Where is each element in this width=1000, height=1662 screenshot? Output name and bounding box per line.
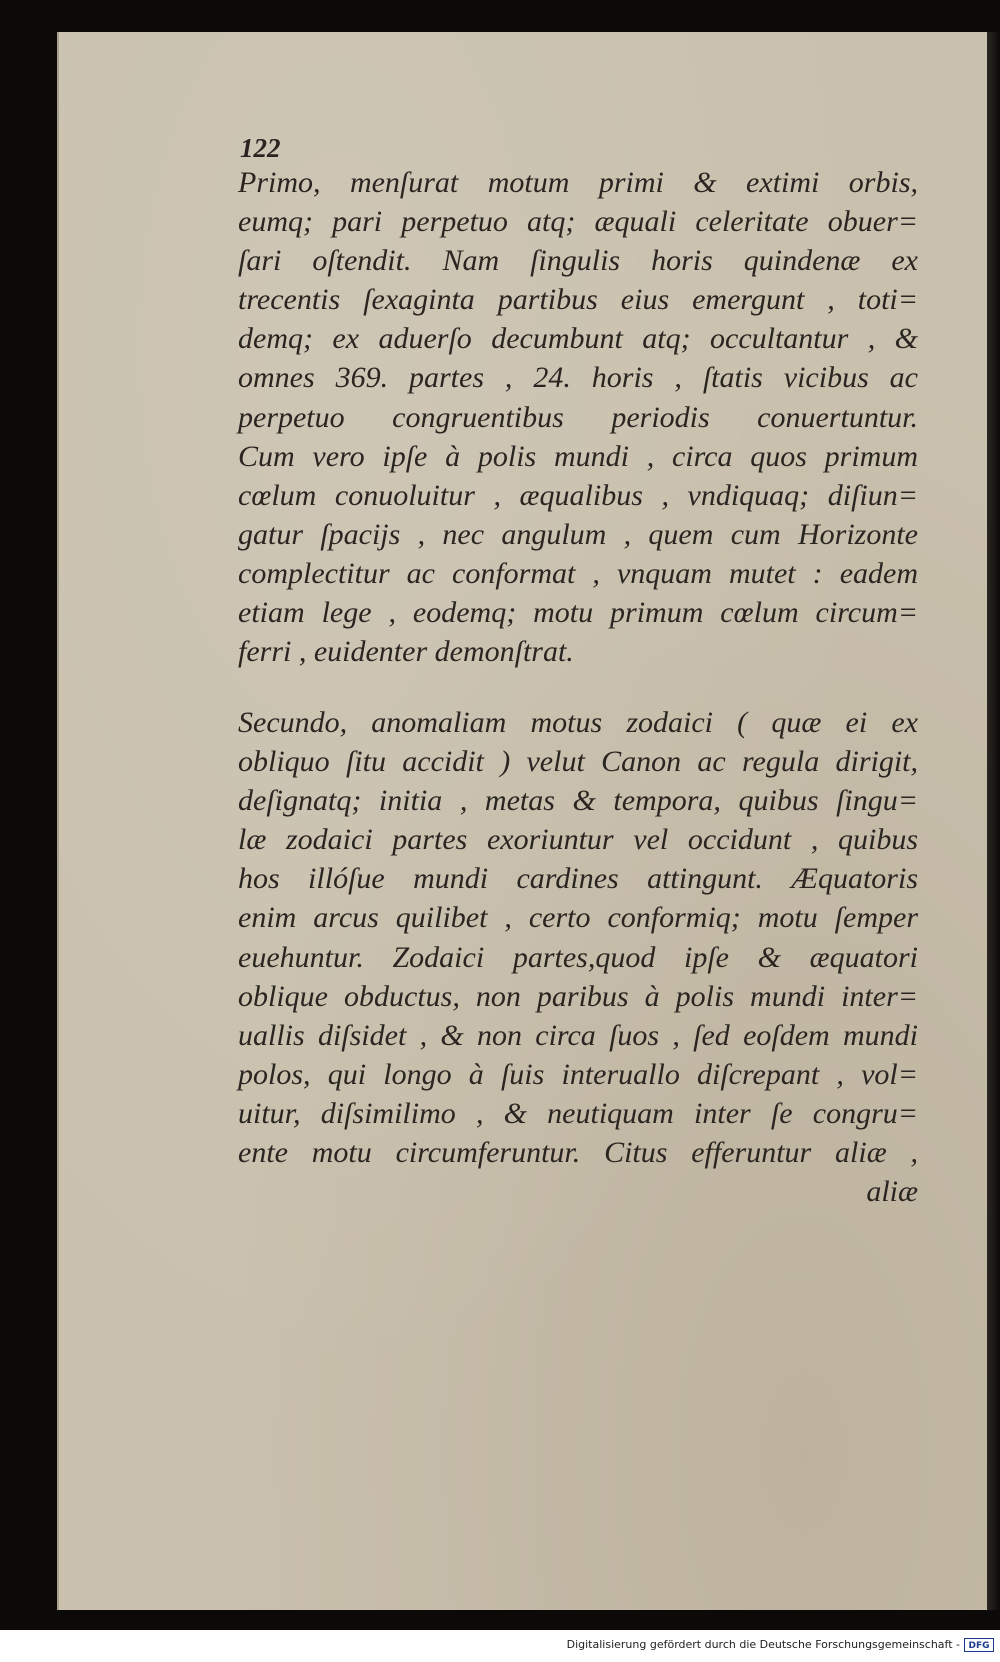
text-line: uallis diſsidet , & non circa ſuos , ſed eoſdem mundi: [238, 1018, 918, 1052]
text-line: eumq; pari perpetuo atq; æquali celeritate obuer=: [238, 205, 918, 239]
text-line: Secundo, anomaliam motus zodaici ( quæ ei ex: [238, 706, 918, 739]
text-line: polos, qui longo à ſuis interuallo diſcrepant , vol=: [238, 1057, 918, 1091]
paragraph-1: [238, 163, 918, 671]
catchword: aliæ: [866, 1175, 918, 1209]
text-line: hos illóſue mundi cardines attingunt. Æquatoris: [238, 862, 918, 896]
footer-bar: [0, 1630, 1000, 1662]
text-line: obliquo ſitu accidit ) velut Canon ac regula dirigit,: [238, 745, 918, 779]
dfg-logo: DFG: [964, 1638, 994, 1652]
funding-credit: Digitalisierung gefördert durch die Deutsche Forschungsgemeinschaft -: [566, 1638, 960, 1651]
text-line: oblique obductus, non paribus à polis mundi inter=: [238, 979, 918, 1013]
text-line: ente motu circumferuntur. Citus efferuntur aliæ ,: [238, 1136, 918, 1170]
text-line: euehuntur. Zodaici partes,quod ipſe & æquatori: [238, 940, 918, 974]
text-line: ferri , euidenter demonſtrat.: [238, 635, 574, 669]
text-line: omnes 369. partes , 24. horis , ſtatis vicibus ac: [238, 361, 918, 395]
page-edge: [987, 32, 1000, 1610]
page-number: 122: [240, 133, 281, 163]
text-line: uitur, diſsimilimo , & neutiquam inter ſe congru=: [238, 1096, 918, 1130]
text-line: ſari oſtendit. Nam ſingulis horis quindenæ ex: [238, 244, 918, 278]
text-line: complectitur ac conformat , vnquam mutet : eadem: [238, 556, 918, 590]
text-line: trecentis ſexaginta partibus eius emergunt , toti=: [238, 283, 918, 317]
text-line: etiam lege , eodemq; motu primum cœlum circum=: [238, 596, 918, 630]
text-line: Primo, menſurat motum primi & extimi orbis,: [238, 166, 918, 199]
text-line: deſignatq; initia , metas & tempora, quibus ſingu=: [238, 784, 918, 818]
text-line: cœlum conuoluitur , æqualibus , vndiquaq; diſiun=: [238, 478, 918, 512]
text-line: Cum vero ipſe à polis mundi , circa quos primum: [238, 439, 918, 473]
text-line: perpetuo congruentibus periodis conuertuntur.: [238, 400, 918, 434]
text-line: demq; ex aduerſo decumbunt atq; occultantur , &: [238, 322, 918, 356]
paragraph-2: [238, 703, 918, 1211]
text-line: læ zodaici partes exoriuntur vel occidunt , quibus: [238, 823, 918, 857]
text-line: enim arcus quilibet , certo conformiq; motu ſemper: [238, 901, 918, 935]
text-line: gatur ſpacijs , nec angulum , quem cum Horizonte: [238, 517, 918, 551]
